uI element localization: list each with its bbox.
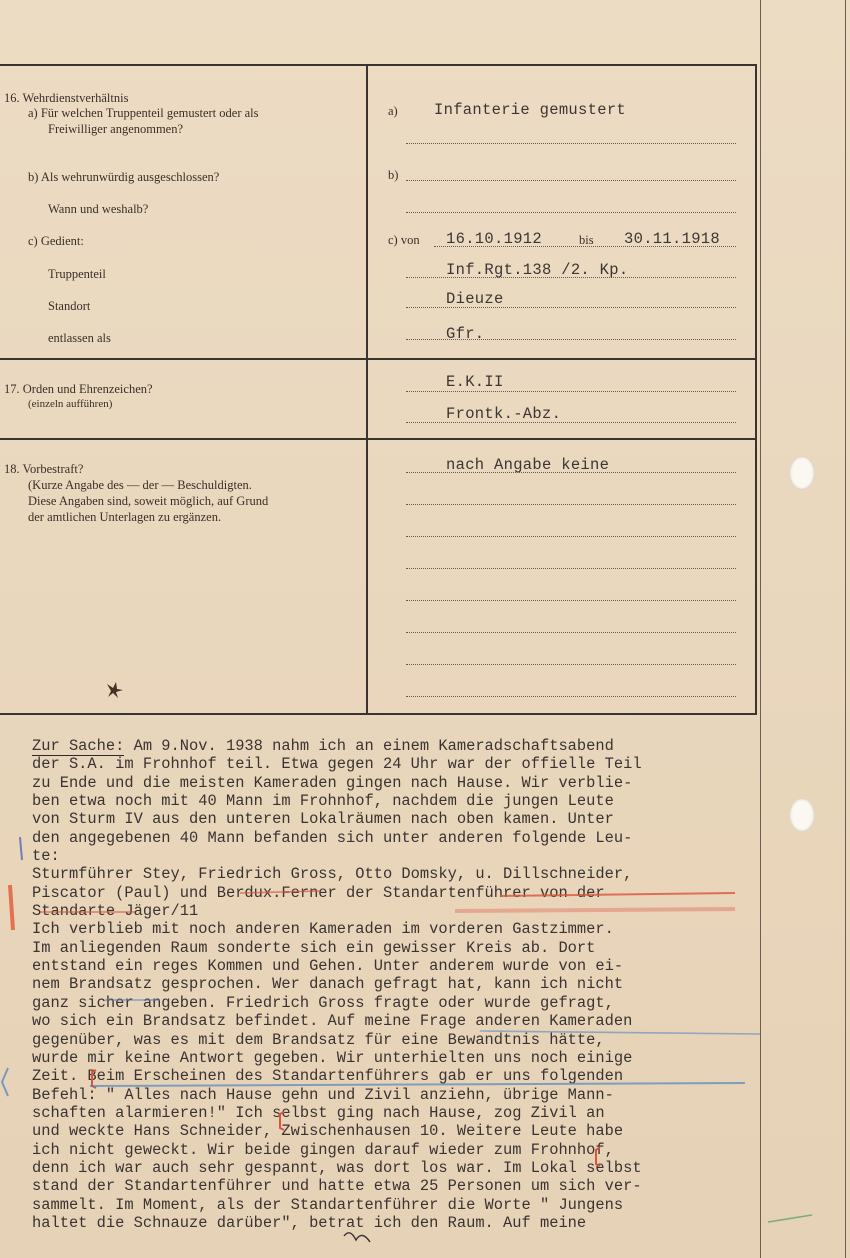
q17-sub: (einzeln aufführen) bbox=[28, 398, 113, 410]
statement-line: ich nicht geweckt. Wir beide gingen darauf wieder zum Frohnhof, bbox=[32, 1140, 614, 1159]
q18-sub-2: Diese Angaben sind, soweit möglich, auf Grund bbox=[28, 494, 269, 508]
blue-pencil-underline bbox=[90, 1083, 745, 1086]
pencil-scribble bbox=[344, 1233, 370, 1242]
statement-heading: Zur Sache: bbox=[32, 737, 125, 755]
statement-line: von Sturm IV aus den unteren Lokalräumen nach oben kamen. Unter bbox=[32, 810, 614, 829]
q18-title: 18. Vorbestraft? bbox=[4, 462, 84, 476]
red-pencil-underline bbox=[240, 891, 320, 893]
statement-line: Befehl: " Alles nach Hause gehn und Zivil anziehn, übrige Mann- bbox=[32, 1085, 614, 1104]
q18-sub-3: der amtlichen Unterlagen zu ergänzen. bbox=[28, 510, 222, 524]
blue-pencil-margin-mark bbox=[20, 837, 22, 860]
q16c-entlassen: entlassen als bbox=[48, 331, 111, 345]
green-pencil-mark bbox=[768, 1215, 812, 1222]
statement-line: Ich verblieb mit noch anderen Kameraden im vorderen Gastzimmer. bbox=[32, 920, 614, 939]
red-pencil-underline bbox=[455, 909, 735, 911]
statement-line: Im anliegenden Raum sonderte sich ein gewisser Kreis ab. Dort bbox=[32, 938, 596, 957]
q16b-prefix: b) bbox=[388, 168, 399, 182]
q17-title: 17. Orden und Ehrenzeichen? bbox=[4, 382, 153, 396]
q16a-prefix: a) bbox=[388, 104, 398, 118]
statement-line: Piscator (Paul) und Berdux.Ferner der Standartenführer von der bbox=[32, 883, 605, 902]
q16a-label-2: Freiwilliger angenommen? bbox=[48, 122, 184, 136]
red-pencil-margin-mark bbox=[10, 885, 13, 930]
q17-answer-1: E.K.II bbox=[446, 373, 504, 391]
statement-line: haltet die Schnauze darüber", betrat ich den Raum. Auf meine bbox=[32, 1213, 587, 1232]
statement-line: te: bbox=[32, 847, 60, 866]
q16c-standort-answer: Dieuze bbox=[446, 290, 504, 308]
q16c-prefix: c) von bbox=[388, 233, 420, 247]
q16b-label: b) Als wehrunwürdig ausgeschlossen? bbox=[28, 170, 220, 184]
statement-line: nem Brandsatz gesprochen. Wer danach gefragt hat, kann ich nicht bbox=[32, 975, 624, 994]
statement-line: der S.A. im Frohnhof teil. Etwa gegen 24 Uhr war der offielle Teil bbox=[32, 755, 642, 774]
statement-line: entstand ein reges Kommen und Gehen. Unter anderem wurde von ei- bbox=[32, 957, 624, 976]
q16a-label: a) Für welchen Truppenteil gemustert oder als bbox=[28, 106, 259, 120]
q16c-to: 30.11.1918 bbox=[624, 230, 721, 248]
blue-pencil-underline bbox=[480, 1031, 760, 1034]
statement-line: ganz sicher angeben. Friedrich Gross fragte oder wurde gefragt, bbox=[32, 993, 614, 1012]
statement-line: wo sich ein Brandsatz befindet. Auf meine Frage anderen Kameraden bbox=[32, 1012, 633, 1031]
q16c-standort: Standort bbox=[48, 299, 91, 313]
statement-line: Sturmführer Stey, Friedrich Gross, Otto Domsky, u. Dillschneider, bbox=[32, 865, 633, 884]
q16-title: 16. Wehrdienstverhältnis bbox=[4, 91, 129, 105]
statement-line: gegenüber, was es mit dem Brandsatz für eine Bewandtnis hätte, bbox=[32, 1030, 605, 1049]
statement-line: sammelt. Im Moment, als der Standartenführer die Worte " Jungens bbox=[32, 1195, 624, 1214]
statement-line: schaften alarmieren!" Ich selbst ging nach Hause, zog Zivil an bbox=[32, 1103, 605, 1122]
red-pencil-bracket bbox=[596, 1147, 600, 1166]
q16b-sub: Wann und weshalb? bbox=[48, 202, 149, 216]
statement-line: stand der Standartenführer und hatte etwa 25 Personen um sich ver- bbox=[32, 1177, 642, 1196]
statement-line: Standarte Jäger/11 bbox=[32, 902, 199, 921]
statement-line: ben etwa noch mit 40 Mann im Frohnhof, nachdem die jungen Leute bbox=[32, 792, 614, 811]
statement-line-1-text: Am 9.Nov. 1938 nahm ich an einem Kameradschaftsabend bbox=[124, 737, 614, 755]
red-pencil-bracket bbox=[280, 1112, 284, 1130]
statement-line: wurde mir keine Antwort gegeben. Wir unterhielten uns noch einige bbox=[32, 1048, 633, 1067]
q16c-truppenteil-answer: Inf.Rgt.138 /2. Kp. bbox=[446, 261, 629, 279]
statement-line: denn ich war auch sehr gespannt, was dort los war. Im Lokal selbst bbox=[32, 1158, 642, 1177]
q16c-bis: bis bbox=[579, 233, 594, 247]
statement-line: zu Ende und die meisten Kameraden gingen nach Hause. Wir verblie- bbox=[32, 773, 633, 792]
q16c-entlassen-answer: Gfr. bbox=[446, 325, 485, 343]
q16a-answer: Infanterie gemustert bbox=[434, 101, 627, 119]
q18-answer: nach Angabe keine bbox=[446, 456, 610, 474]
statement-line: den angegebenen 40 Mann befanden sich unter anderen folgende Leu- bbox=[32, 828, 633, 847]
q16c-label: c) Gedient: bbox=[28, 234, 84, 248]
blue-pencil-margin-mark bbox=[2, 1068, 8, 1096]
q16c-truppenteil: Truppenteil bbox=[48, 267, 106, 281]
statement-line: und weckte Hans Schneider, Zwischenhausen 10. Weitere Leute habe bbox=[32, 1122, 624, 1141]
q17-answer-2: Frontk.-Abz. bbox=[446, 405, 562, 423]
statement-line: Zeit. Beim Erscheinen des Standartenführers gab er uns folgenden bbox=[32, 1067, 624, 1086]
red-pencil-underline bbox=[500, 893, 735, 896]
q18-sub-1: (Kurze Angabe des — der — Beschuldigten. bbox=[28, 478, 252, 492]
q16c-from: 16.10.1912 bbox=[446, 230, 543, 248]
